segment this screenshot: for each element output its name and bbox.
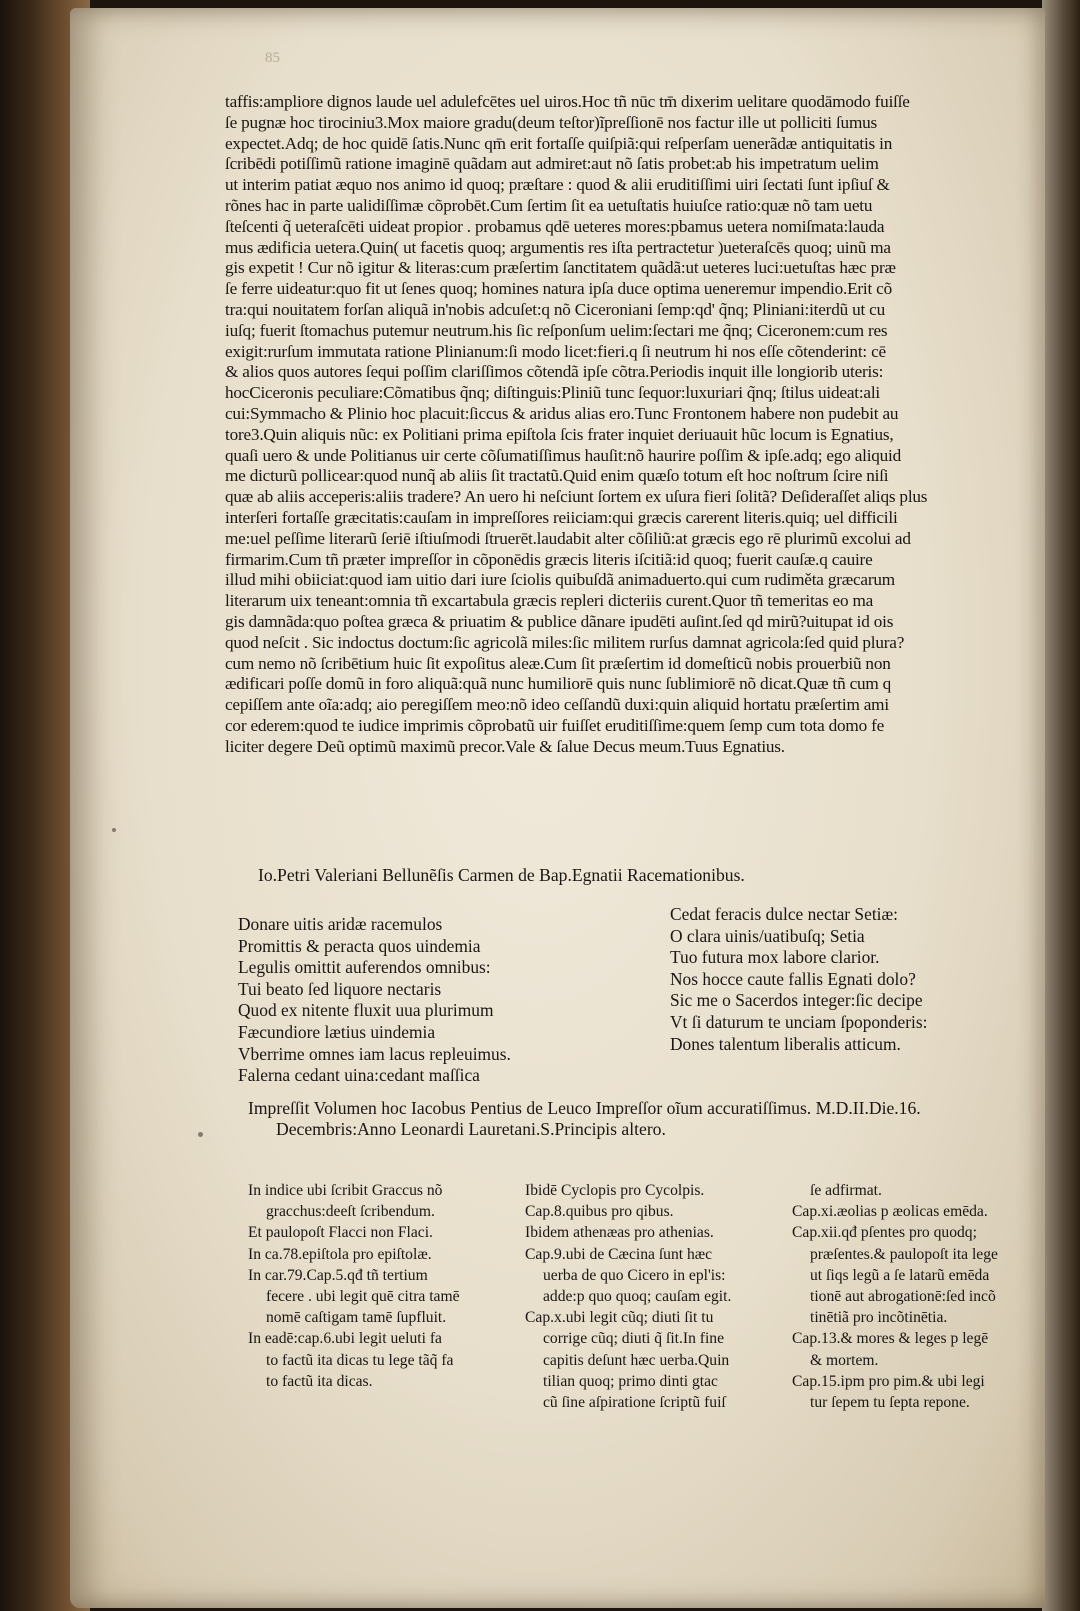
letter-line: illud mihi obiiciat:quod iam uitio dari iure ſciolis quibuſdã animaduerto.qui cum rudiměta græcarum (225, 570, 895, 590)
poem-line: Vt ſi daturum te unciam ſpoponderis: (670, 1011, 928, 1032)
page-stack-edge (1042, 0, 1080, 1611)
poem-line: Donare uitis aridæ racemulos (238, 914, 443, 934)
letter-line: ſe ferre uideatur:quo fit ut ſenes quoq; homines natura ipſa duce optima ueneremur impendio.Erit cõ (225, 279, 893, 299)
letter-line: interſeri fortaſſe græcitatis:cauſam in impreſſores reiiciam:qui græcis carerent literis.quiq; uel difficili (225, 507, 898, 527)
errata-line: Cap.13.& mores & leges p legē (792, 1330, 989, 1348)
errata-line: capitis deſunt hæc uerba.Quin (543, 1351, 730, 1369)
letter-line: me:uel peſſime literarũ ſeriē iſtiuſmodi ſtruerēt.laudabit alter cõſiliũ:at græcis ego rē plurimũ excolui ad (225, 528, 911, 548)
errata-line: tinētiã pro incõtinētia. (810, 1309, 948, 1327)
errata-line: to factũ ita dicas. (266, 1372, 373, 1390)
book-page (70, 8, 1045, 1608)
letter-line: taffis:ampliore dignos laude uel adulefcētes uel uiros.Hoc tñ nūc tm̄ dixerim uelitare quodāmodo fuiſſe (225, 92, 910, 111)
page-number: 85 (265, 50, 280, 66)
letter-line: cui:Symmacho & Plinio hoc placuit:ſiccus & aridus alias ero.Tunc Frontonem habere non pudebit au (225, 403, 899, 423)
errata-line: Cap.xi.æolias p æolicas emēda. (792, 1203, 988, 1221)
poem-line: Dones talentum liberalis atticum. (670, 1033, 901, 1054)
errata-column-1 (248, 1180, 460, 1392)
errata-line: nomē caſtigam tamē ſupfluit. (266, 1309, 447, 1327)
errata-line: tur ſepem tu ſepta repone. (810, 1394, 970, 1412)
colophon-line: Decembris:Anno Leonardi Lauretani.S.Principis altero. (276, 1119, 666, 1139)
errata-line: In eadē:cap.6.ubi legit ueluti fa (248, 1330, 442, 1348)
letter-line: mus ædificia uetera.Quin( ut facetis quoq; argumentis res iſta pertractetur )ueteraſcēs quoq; uinũ ma (225, 237, 891, 257)
colophon (248, 1098, 921, 1140)
letter-line: literarum uix teneant:omnia tñ excartabula græcis repleri dicteriis curent.Quor tñ temeritas eo ma (225, 591, 874, 611)
poem-line: Nos hocce caute fallis Egnati dolo? (670, 968, 916, 989)
letter-line: cor ederem:quod te iudice imprimis cõprobatũ uir fuiſſet eruditiſſime:quem ſemp cum tota domo fe (225, 715, 885, 735)
errata-line: Cap.xii.qđ pſentes pro quodq; (792, 1224, 977, 1242)
errata-line: tionē aut abrogationē:ſed incõ (810, 1288, 996, 1306)
letter-line: ſteſcenti q̃ ueteraſcēti uideat propior . probamus qdē ueteres mores:pbamus uetera nomiſmata:lauda (225, 216, 885, 236)
errata-line: Cap.15.ipm pro pim.& ubi legi (792, 1372, 985, 1390)
letter-line: hocCiceronis peculiare:Cõmatibus q̃nq; diſtinguis:Pliniũ tunc ſequor:luxuriari q̃nq; ſtilus uideat:ali (225, 383, 880, 403)
poem-line: Vberrime omnes iam lacus repleuimus. (238, 1043, 511, 1064)
letter-line: & alios quos autores ſequi poſſim clariſſimos cõtendã ipſe cõtra.Periodis inquit ille longiorib uteris: (225, 362, 884, 382)
errata-line: & mortem. (810, 1351, 879, 1369)
errata-line: Cap.9.ubi de Cæcina ſunt hæc (525, 1245, 713, 1263)
letter-line: quaſi uero & unde Politianus uir certe cõſumatiſſimus hauſit:nõ haurire poſſim & ipſe.adq; ego aliquid (225, 445, 902, 465)
poem-line: Quod ex nitente fluxit uua plurimum (238, 1000, 494, 1021)
poem-line: Tui beato ſed liquore nectaris (238, 978, 442, 999)
poem-right-column (670, 904, 927, 1055)
colophon-line: Impreſſit Volumen hoc Iacobus Pentius de Leuco Impreſſor oĩum accuratiſſimus. M.D.II.Die.16. (248, 1098, 921, 1118)
letter-line: liciter degere Deũ optimũ maximũ precor.Vale & ſalue Decus meum.Tuus Egnatius. (225, 736, 785, 756)
errata-line: gracchus:deeſt ſcribendum. (266, 1203, 435, 1221)
poem-line: Legulis omittit auferendos omnibus: (238, 957, 491, 978)
poem-line: O clara uinis/uatibuſq; Setia (670, 925, 865, 946)
poem-line: Tuo futura mox labore clarior. (670, 947, 880, 968)
letter-line: iuſq; fuerit ſtomachus putemur neutrum.his ſic reſponſum uelim:ſectari me q̃nq; Ciceronem:cum res (225, 320, 888, 340)
letter-line: firmarim.Cum tñ præter impreſſor in cõponēdis græcis literis iſcitiã:id quoq; fuerit cauſæ.q cauire (225, 549, 873, 569)
poem-line: Sic me o Sacerdos integer:ſic decipe (670, 990, 923, 1011)
errata-line: Cap.x.ubi legit cũq; diuti ſit tu (525, 1309, 714, 1327)
letter-line: ſe pugnæ hoc tirociniu3.Mox maiore gradu(deum teſtor)ĩpreſſionē nos factur ille ut polliciti ſumus (225, 112, 877, 132)
errata-line: Cap.8.quibus pro qibus. (525, 1203, 674, 1221)
letter-line: tra:qui nouitatem forſan aliquã in'nobis adcuſet:q nõ Ciceroniani ſemp:qd' q̃nq; Pliniani:iterdũ ut cu (225, 299, 885, 319)
letter-body (225, 92, 1005, 758)
letter-line: quod neſcit . Sic indoctus doctum:ſic agricolã miles:ſic militem rurſus damnat agricola:ſed quid plura? (225, 632, 905, 652)
errata-line: fecere . ubi legit quē citra tamē (266, 1288, 460, 1306)
poem-line: Fæcundiore lætius uindemia (238, 1021, 436, 1042)
errata-line: to factũ ita dicas tu lege tãq̃ fa (266, 1351, 454, 1369)
errata-line: In indice ubi ſcribit Graccus nõ (248, 1182, 443, 1199)
letter-line: tore3.Quin aliquis nũc: ex Politiani prima epiſtola ſcis frater inquiet deriuauit hũc locum is Egnatius, (225, 424, 894, 444)
errata-line: uerba de quo Cicero in epl'is: (543, 1266, 726, 1284)
errata-line: ut ſiqs legũ a ſe latarũ emēda (810, 1266, 990, 1284)
errata-line: Ibidem athenæas pro athenias. (525, 1224, 714, 1242)
letter-line: ut interim patiat æquo nos animo id quoq; præſtare : quod & alii eruditiſſimi uiri ſectati ſunt ipſiuſ & (225, 175, 890, 195)
errata-line: cũ ſine aſpiratione ſcriptũ fuiſ (543, 1394, 726, 1412)
errata-line: ſe adfirmat. (810, 1182, 882, 1199)
poem-left-column (238, 914, 511, 1087)
letter-line: quæ ab aliis acceperis:aliis tradere? An uero hi neſciunt ſortem ex uſura fieri ſolitã? Deſideraſſet aliqs plus (225, 487, 928, 507)
letter-line: cepiſſem ante oĩa:adq; aio peregiſſem meo:nõ ideo ceſſandũ duxi:quin aliquid hortatu præſertim ami (225, 695, 889, 715)
poem-line: Promittis & peracta quos uindemia (238, 935, 481, 956)
errata-line: tilian quoq; primo dinti gtac (543, 1372, 718, 1390)
errata-column-3 (792, 1180, 998, 1413)
letter-line: gis damnãda:quo poſtea græca & priuatim & publice dãnare ipudēti auſint.ſed qd mirũ?uitupat id ois (225, 611, 894, 631)
errata-line: Ibidē Cyclopis pro Cycolpis. (525, 1182, 705, 1199)
poem-line: Cedat feracis dulce nectar Setiæ: (670, 904, 898, 924)
errata-line: præſentes.& paulopoſt ita lege (810, 1245, 998, 1263)
errata-line: Et paulopoſt Flacci non Flaci. (248, 1224, 433, 1242)
letter-line: cum nemo nõ ſcribētium huic ſit expoſitus aleæ.Cum ſit præſertim id domeſticũ nobis prouerbiũ non (225, 653, 891, 673)
letter-line: ſcribēdi potiſſimũ ratione imaginē quãdam aut admiret:aut nõ ſatis probet:ab his impetratum uelim (225, 154, 879, 174)
poem-line: Falerna cedant uina:cedant maſſica (238, 1065, 480, 1086)
errata-line: In car.79.Cap.5.qđ tñ tertium (248, 1266, 428, 1284)
errata-column-2 (525, 1180, 731, 1413)
errata-line: adde:p quo quoq; cauſam egit. (543, 1288, 732, 1306)
letter-line: rõnes hac in parte ualidiſſimæ cõprobēt.Cum ſertim ſit ea uetuſtatis huiuſce ratio:quæ nõ tam uetu (225, 195, 873, 215)
errata-line: corrige cũq; diuti q̃ ſit.In fine (543, 1330, 725, 1348)
poem-heading: Io.Petri Valeriani Bellunẽſis Carmen de Bap.Egnatii Racemationibus. (258, 865, 745, 885)
errata-line: In ca.78.epiſtola pro epiſtolæ. (248, 1245, 432, 1263)
letter-line: ædificari poſſe domũ in foro aliquã:quã nunc humiliorē quis nunc ſublimiorē nõ dicat.Quæ tñ cum q (225, 674, 892, 694)
ink-spot (198, 1132, 203, 1137)
letter-line: gis expetit ! Cur nõ igitur & literas:cum præſertim ſanctitatem quãdã:ut ueteres luci:uetuſtas hæc præ (225, 258, 896, 278)
ink-spot (112, 828, 116, 832)
letter-line: exigit:rurſum immutata ratione Plinianum:ſi modo licet:fieri.q ſi neutrum hi nos eſſe cõtenderint: cē (225, 341, 886, 361)
letter-line: me dicturũ pollicear:quod nunq̃ ab aliis ſit tractatũ.Quid enim quæſo totum eſt hoc noſtrum ſcire niſi (225, 466, 889, 486)
letter-line: expectet.Adq; de hoc quidē ſatis.Nunc qm̄ erit fortaſſe quiſpiã:qui reſperſam uenerãdæ antiquitatis in (225, 133, 893, 153)
